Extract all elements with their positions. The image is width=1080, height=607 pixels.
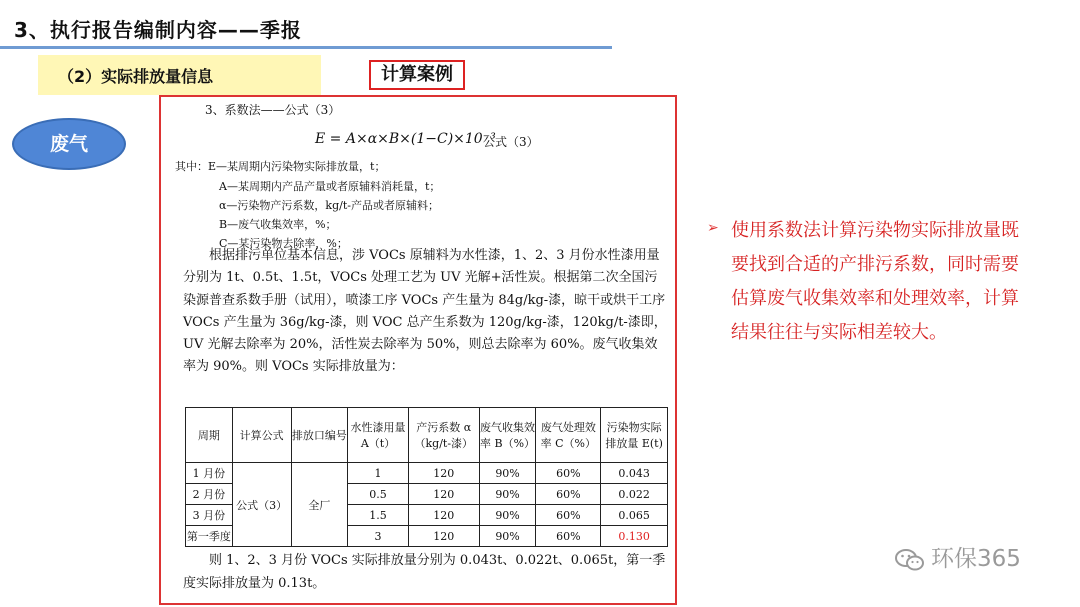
cell-period: 2 月份 (186, 484, 233, 505)
title-divider (0, 46, 612, 49)
cell-formula: 公式（3） (232, 463, 291, 547)
calculation-table (185, 407, 668, 547)
cell-b: 90% (479, 463, 536, 484)
cell-e: 0.065 (601, 505, 668, 526)
cell-alpha: 120 (408, 463, 479, 484)
cell-e: 0.022 (601, 484, 668, 505)
subtitle-text: （2）实际排放量信息 (58, 67, 214, 86)
case-label: 计算案例 (369, 60, 465, 90)
cell-alpha: 120 (408, 505, 479, 526)
cell-e: 0.043 (601, 463, 668, 484)
table-row (186, 463, 668, 484)
formula-tag: 公式（3） (483, 135, 539, 149)
cell-period: 3 月份 (186, 505, 233, 526)
table-header: 计算公式 (232, 408, 291, 463)
table-header: 废气收集效率 B（%） (479, 408, 536, 463)
cell-period: 第一季度 (186, 526, 233, 547)
cell-c: 60% (536, 484, 601, 505)
cell-alpha: 120 (408, 526, 479, 547)
cell-a: 3 (348, 526, 409, 547)
cell-period: 1 月份 (186, 463, 233, 484)
cell-b: 90% (479, 505, 536, 526)
watermark-text: 环保365 (931, 546, 1021, 572)
watermark (895, 540, 1021, 573)
table-header: 周期 (186, 408, 233, 463)
formula: E = A×α×B×(1−C)×10⁻³ (315, 131, 496, 147)
document-panel (159, 95, 677, 605)
cell-a: 1 (348, 463, 409, 484)
cell-outlet: 全厂 (291, 463, 348, 547)
subtitle-banner (38, 55, 321, 95)
cell-alpha: 120 (408, 484, 479, 505)
category-oval: 废气 (12, 118, 126, 170)
table-header: 水性漆用量 A（t） (348, 408, 409, 463)
body-paragraph: 根据排污单位基本信息，涉 VOCs 原辅料为水性漆，1、2、3 月份水性漆用量分别为 1t、0.5t、1.5t，VOCs 处理工艺为 UV 光解+活性炭。根据第二次全国污染源普查系数手册（试用），喷漆工序 VOCs 产生量为 84g/kg-漆，晾干或烘干工序 VOCs 产生量为 36g/kg-漆，则 VOC 总产生系数为 120g/kg-漆，120kg/t-漆即，UV 光解去除率为 20%，活性炭去除率为 50%，则总去除率为 60%。废气收集效率为 90%。则 VOCs 实际排放量为： (183, 248, 667, 375)
bullet-text: 使用系数法计算污染物实际排放量既要找到合适的产排污系数，同时需要估算废气收集效率和处理效率，计算结果往往与实际相差较大。 (731, 220, 1019, 343)
arrow-bullet-icon: ➢ (707, 220, 719, 236)
cell-e-total: 0.130 (601, 526, 668, 547)
table-header: 废气处理效率 C（%） (536, 408, 601, 463)
cell-b: 90% (479, 526, 536, 547)
definition-alpha: α—污染物产污系数，kg/t-产品或者原辅料； (219, 199, 439, 212)
definition-a: A—某周期内产品产量或者原辅料消耗量，t； (219, 180, 441, 193)
cell-c: 60% (536, 526, 601, 547)
definition-b: B—废气收集效率，%； (219, 218, 337, 231)
cell-b: 90% (479, 484, 536, 505)
page-title: 3、执行报告编制内容——季报 (14, 18, 302, 42)
definition-c: C—某污染物去除率，%； (219, 237, 348, 250)
cell-a: 0.5 (348, 484, 409, 505)
table-header: 产污系数 α（kg/t-漆） (408, 408, 479, 463)
definition-e: 其中：E—某周期内污染物实际排放量，t； (175, 160, 386, 173)
table-header: 污染物实际排放量 E(t) (601, 408, 668, 463)
table-header-row (186, 408, 668, 463)
cell-c: 60% (536, 505, 601, 526)
cell-c: 60% (536, 463, 601, 484)
table-header: 排放口编号 (291, 408, 348, 463)
section-heading: 3、系数法——公式（3） (205, 103, 341, 117)
wechat-icon (895, 548, 925, 572)
conclusion-paragraph: 则 1、2、3 月份 VOCs 实际排放量分别为 0.043t、0.022t、0.065t，第一季度实际排放量为 0.13t。 (183, 553, 666, 591)
cell-a: 1.5 (348, 505, 409, 526)
